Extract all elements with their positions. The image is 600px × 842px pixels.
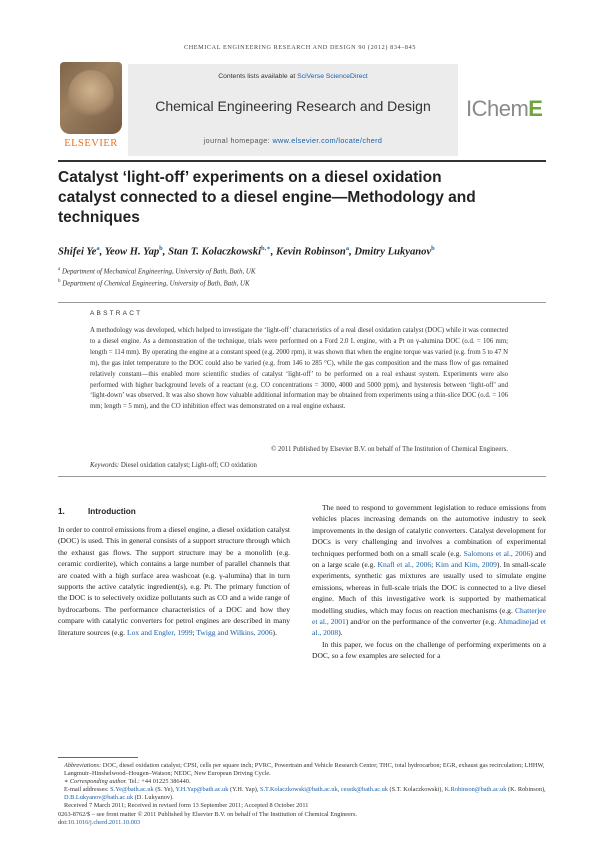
footnote-abbreviations xyxy=(58,762,548,778)
author-2-sup: b,∗ xyxy=(261,245,271,252)
email-owner: (Y.H. Yap), xyxy=(228,786,260,794)
journal-homepage xyxy=(128,136,458,145)
right-text: ) and on a large scale (e.g. xyxy=(312,548,546,570)
elsevier-tree-icon xyxy=(60,62,122,134)
author-0: Shifei Ye xyxy=(58,246,97,258)
elsevier-logo xyxy=(58,62,124,152)
author-3: Kevin Robinson xyxy=(276,246,346,258)
author-sep: , xyxy=(162,246,169,258)
keywords-label: Keywords: xyxy=(90,462,120,469)
citation-knafl[interactable]: Knafl et al., 2006 xyxy=(377,560,432,570)
abbrev-text: DOC, diesel oxidation catalyst; CPSI, cells per square inch; PVRC, Powertrain and Vehicle Research Centre; THC, total hydrocarbon; EGR, exhaust gas recirculation; LHHW, Langmuir–Hinshelwood–Hougen–Watson; NEDC, New European Driving Cycle. xyxy=(64,762,545,778)
author-sep: , xyxy=(349,246,355,258)
footnote-issn: 0263-8762/$ – see front matter © 2011 Published by Elsevier B.V. on behalf of The Institution of Chemical Engineers. xyxy=(58,810,357,818)
ichem-logo-e: E xyxy=(528,96,543,121)
citation-chatterjee[interactable]: Chatterjee et al., 2001 xyxy=(312,605,546,627)
footnote-doi xyxy=(58,819,548,827)
author-1: Yeow H. Yap xyxy=(104,246,160,258)
corresponding-label: ∗ Corresponding author. xyxy=(64,778,127,786)
section-heading xyxy=(58,507,136,516)
right-text: The need to respond to government legislation to reduce emissions from vehicles places increasing demands on the automotive industry to seek improvements in the design of catalytic converters. Catalyst development for DOCs is very challenging and involves a combination of experimental techniques performed both on a small scale (e.g. xyxy=(312,503,546,558)
author-sep: , xyxy=(270,246,277,258)
footnote-emails xyxy=(58,786,548,802)
abstract-rule-top xyxy=(58,302,546,303)
abstract-copyright: © 2011 Published by Elsevier B.V. on behalf of The Institution of Chemical Engineers. xyxy=(271,446,508,453)
footnote-corresponding xyxy=(58,778,548,786)
email-link-yap[interactable]: Y.H.Yap@bath.ac.uk xyxy=(175,786,229,794)
author-3-sup: a xyxy=(345,245,350,252)
left-text: In order to control emissions from a diesel engine, a diesel oxidation catalyst (DOC) is used. This in general consists of a support structure through which the exhaust gas flows. The support structure may be a monolith (e.g. ceramic cordierite), which contains a large number of parallel channels that are coated with a high surface area washcoat (e.g. γ-alumina) that in turn supports the active catalytic ingredient(s), e.g. Pt. The primary function of the DOC is to selectively oxidize pollutants such as CO and a wide range of hydrocarbons. The performance characteristics of a DOC and how they compare with catalytic converters for petrol engines are described in many literature sources (e.g. xyxy=(58,525,291,637)
keywords xyxy=(90,462,508,469)
author-1-sup: b xyxy=(159,245,163,252)
ichem-logo xyxy=(466,96,542,122)
citation-twigg-wilkins[interactable]: Twigg and Wilkins, 2006 xyxy=(196,627,273,637)
article-title: Catalyst ‘light-off’ experiments on a diesel oxidation catalyst connected to a diesel engine—Methodology and techniques xyxy=(58,169,476,226)
citation-salomons[interactable]: Salomons et al., 2006 xyxy=(463,548,531,558)
footnotes xyxy=(58,762,548,827)
email-label: E-mail addresses: xyxy=(64,786,111,794)
email-owner: (S.T. Kolaczkowski), xyxy=(387,786,445,794)
right-paragraph-2: In this paper, we focus on the challenge of performing experiments on a DOC, so a few examples are selected for a xyxy=(312,639,546,661)
citation-lox-engler[interactable]: Lox and Engler, 1999 xyxy=(126,627,193,637)
right-paragraph-1 xyxy=(312,502,546,639)
right-text: ; xyxy=(431,560,436,570)
left-text: ). xyxy=(272,627,277,637)
affiliation-a xyxy=(58,267,548,275)
footnote-rule xyxy=(58,757,138,758)
keywords-text: Diesel oxidation catalyst; Light-off; CO oxidation xyxy=(119,462,257,469)
author-2: Stan T. Kolaczkowski xyxy=(168,246,262,258)
elsevier-wordmark: ELSEVIER xyxy=(64,138,118,149)
right-text: ). xyxy=(338,628,343,638)
email-owner: (S. Ye), xyxy=(153,786,176,794)
right-column xyxy=(312,502,546,662)
email-owner: (K. Robinson), xyxy=(506,786,546,794)
header-rule xyxy=(58,160,546,162)
abstract-body: A methodology was developed, which helped to investigate the ‘light-off’ characteristics of a real diesel oxidation catalyst (DOC) while it was connected to a diesel engine. As a demonstration of the technique, trials were performed on a Ford 2.0 L engine, with a Pt on γ-alumina DOC (o.d. = 106 mm; length = 114 mm). By operating the engine at a constant speed (e.g. 2000 rpm), it was shown that when the engine torque was varied (e.g. from 5 to 47 N m), the gas inlet temperature to the DOC could also be varied (e.g. from 146 to 285 °C), while the gas composition and the mass flow of gas remained relatively constant—this enabled more scientific studies of catalyst ‘light-off’ to be performed on a real exhaust system. Experiments were also performed with higher background levels of a reactant (e.g. CO concentrations = 3000, 4000 and 5000 ppm), and hysteresis between ‘light-off’ and ‘light-down’ was observed. It was also shown how valuable additional information may be obtained from experiments using a thin-slice DOC (o.d. = 106 mm; length = 5 mm), and the CO inhibition effect was demonstrated on a real engine exhaust. xyxy=(90,327,508,411)
author-0-sup: a xyxy=(96,245,100,252)
email-owner: , xyxy=(337,786,341,794)
author-list xyxy=(58,244,548,258)
abstract-rule-bottom xyxy=(58,476,546,477)
author-sep: , xyxy=(99,246,105,258)
email-link-ye[interactable]: S.Ye@bath.ac.uk xyxy=(110,786,154,794)
citation-ahmadinejad[interactable]: Ahmadinejad et al., 2008 xyxy=(312,617,546,638)
right-text: ) and/or on the performance of the converter (e.g. xyxy=(345,617,498,627)
sciencedirect-link[interactable]: SciVerse ScienceDirect xyxy=(297,73,368,80)
homepage-prefix: journal homepage: xyxy=(203,136,273,145)
journal-title: Chemical Engineering Research and Design xyxy=(155,98,431,114)
left-column xyxy=(58,524,290,638)
running-head: CHEMICAL ENGINEERING RESEARCH AND DESIGN 90 (2012) 834–845 xyxy=(183,44,417,51)
contents-prefix: Contents lists available at xyxy=(218,73,298,80)
corresponding-tel: Tel.: +44 01225 386440. xyxy=(127,778,191,786)
email-link-robinson[interactable]: K.Robinson@bath.ac.uk xyxy=(444,786,507,794)
affiliation-a-text: Department of Mechanical Engineering, University of Bath, Bath, UK xyxy=(60,268,256,276)
doi-label: doi: xyxy=(58,818,68,826)
contents-line xyxy=(128,73,458,80)
footnote-received: Received 7 March 2011; Received in revised form 13 September 2011; Accepted 8 October 2011 xyxy=(64,802,309,810)
author-4-sup: b xyxy=(431,245,435,252)
abstract-heading: ABSTRACT xyxy=(90,310,143,317)
section-number: 1. xyxy=(58,507,65,516)
affiliation-a-sup: a xyxy=(58,267,61,272)
section-title: Introduction xyxy=(88,507,136,516)
right-text: ). In small-scale experiments, synthetic gas mixtures are usually used to simulate engine emissions, whereas in full-scale trials the DOC is connected to a live diesel engine. Much of this investigative work is supported by mathematical modelling studies, which may focus on reaction mechanisms (e.g. xyxy=(312,560,547,615)
doi-link[interactable]: 10.1016/j.cherd.2011.10.003 xyxy=(67,818,141,826)
left-paragraph xyxy=(58,524,290,638)
citation-kim-kim[interactable]: Kim and Kim, 2009 xyxy=(435,560,497,570)
email-link-kolaczkowski[interactable]: S.T.Kolaczkowski@bath.ac.uk xyxy=(259,786,338,794)
email-link-cesstk[interactable]: cesstk@bath.ac.uk xyxy=(340,786,388,794)
left-text: ; xyxy=(192,627,197,637)
abbrev-label: Abbreviations: xyxy=(64,762,102,769)
affiliation-b xyxy=(58,279,548,287)
homepage-link[interactable]: www.elsevier.com/locate/cherd xyxy=(272,136,383,145)
email-link-lukyanov[interactable]: D.B.Lukyanov@bath.ac.uk xyxy=(64,794,134,802)
affiliation-b-sup: b xyxy=(58,279,61,284)
ichem-logo-main: IChem xyxy=(466,96,529,121)
affiliation-b-text: Department of Chemical Engineering, University of Bath, Bath, UK xyxy=(60,280,250,288)
email-owner: (D. Lukyanov). xyxy=(133,794,174,802)
author-4: Dmitry Lukyanov xyxy=(354,246,432,258)
